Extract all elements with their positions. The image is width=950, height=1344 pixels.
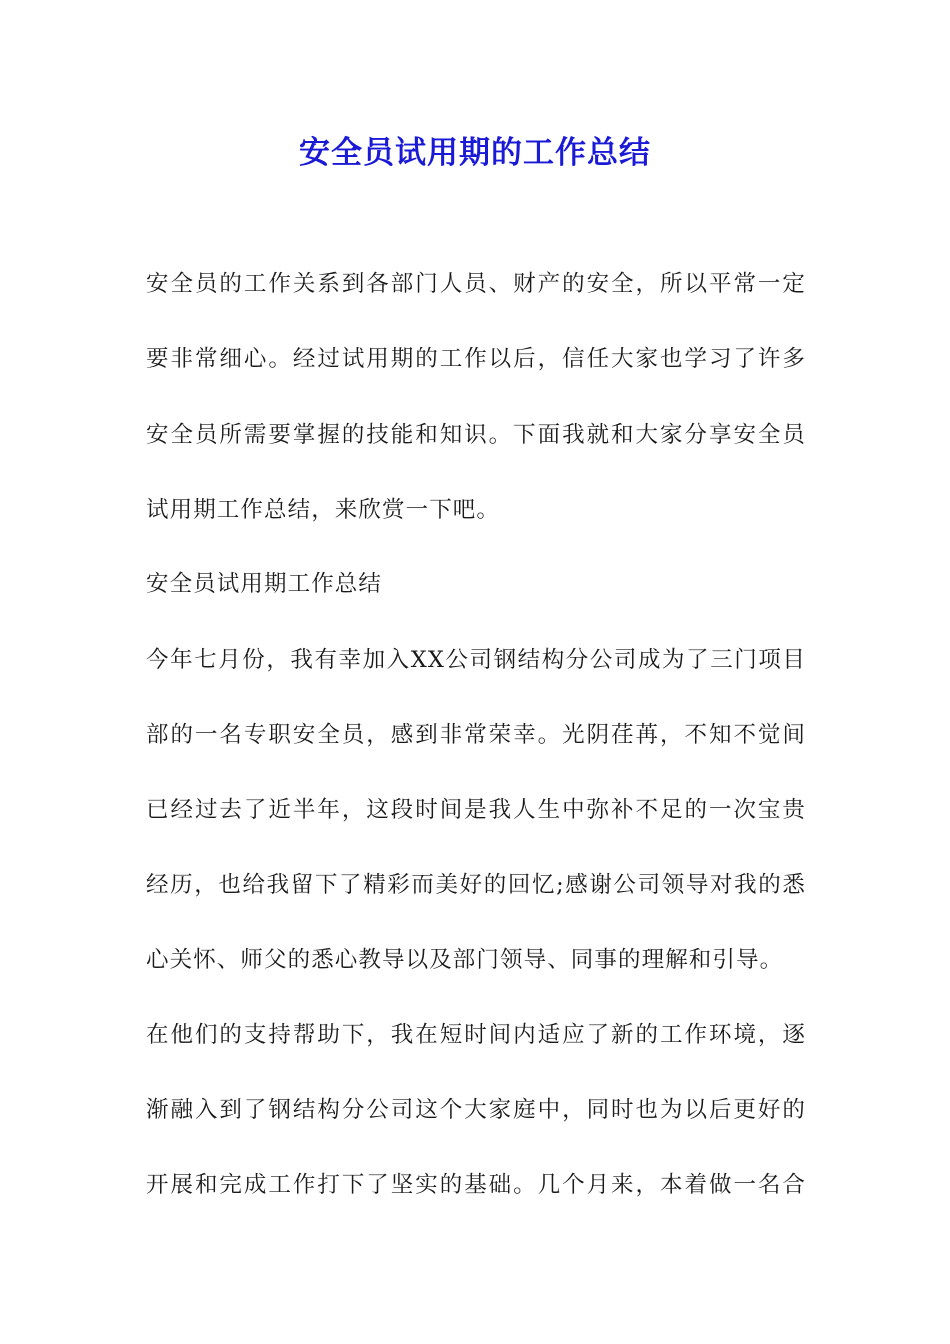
paragraph-line: 部的一名专职安全员，感到非常荣幸。光阴荏苒，不知不觉间 <box>146 722 806 748</box>
paragraph-line: 安全员所需要掌握的技能和知识。下面我就和大家分享安全员 <box>146 422 806 448</box>
paragraph-line: 心关怀、师父的悉心教导以及部门领导、同事的理解和引导。 <box>146 947 784 973</box>
paragraph-line: 今年七月份，我有幸加入XX公司钢结构分公司成为了三门项目 <box>146 647 806 673</box>
document-title: 安全员试用期的工作总结 <box>299 135 651 171</box>
paragraph-line: 已经过去了近半年，这段时间是我人生中弥补不足的一次宝贵 <box>146 797 806 823</box>
paragraph-line: 渐融入到了钢结构分公司这个大家庭中，同时也为以后更好的 <box>146 1097 806 1123</box>
paragraph-line: 经历，也给我留下了精彩而美好的回忆;感谢公司领导对我的悉 <box>146 872 806 898</box>
paragraph-line: 在他们的支持帮助下，我在短时间内适应了新的工作环境，逐 <box>146 1022 806 1048</box>
paragraph-line: 开展和完成工作打下了坚实的基础。几个月来，本着做一名合 <box>146 1172 806 1198</box>
paragraph-line: 安全员的工作关系到各部门人员、财产的安全，所以平常一定 <box>146 271 806 297</box>
paragraph-line: 试用期工作总结，来欣赏一下吧。 <box>146 497 501 523</box>
section-heading: 安全员试用期工作总结 <box>146 571 383 597</box>
paragraph-line: 要非常细心。经过试用期的工作以后，信任大家也学习了许多 <box>146 346 806 372</box>
